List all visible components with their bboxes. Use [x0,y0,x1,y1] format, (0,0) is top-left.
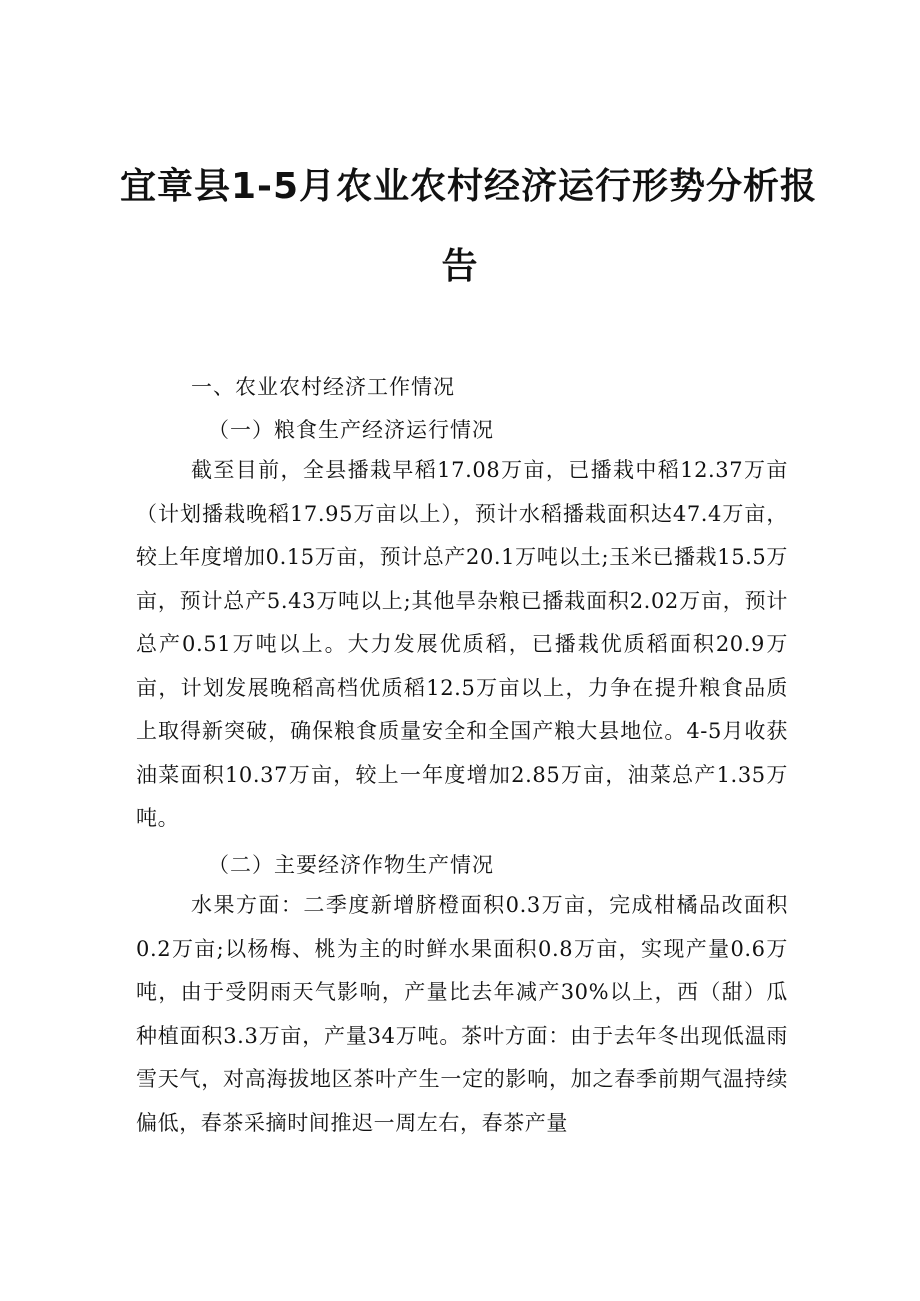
paragraph-cash-crops: 水果方面：二季度新增脐橙面积0.3万亩，完成柑橘品改面积0.2万亩;以杨梅、桃为主的时鲜水果面积0.8万亩，实现产量0.6万吨，由于受阴雨天气影响，产量比去年减产30%以上，西（甜）瓜种植面积3.3万亩，产量34万吨。茶叶方面：由于去年冬出现低温雨雪天气，对高海拔地区茶叶产生一定的影响，加之春季前期气温持续偏低，春茶采摘时间推迟一周左右，春茶产量 [136,893,788,1135]
document-title: 宜章县1-5月农业农村经济运行形势分析报 [120,166,818,207]
section-heading-1: 一、农业农村经济工作情况 [191,375,455,399]
subsection-heading-grain: （一）粮食生产经济运行情况 [208,418,494,442]
paragraph-grain-production: 截至目前，全县播栽早稻17.08万亩，已播栽中稻12.37万亩（计划播栽晚稻17.95万亩以上），预计水稻播栽面积达47.4万亩，较上年度增加0.15万亩，预计总产20.1万吨以土;玉米已播栽15.5万亩，预计总产5.43万吨以上;其他旱杂粮已播栽面积2.02万亩，预计总产0.51万吨以上。大力发展优质稻，已播栽优质稻面积20.9万亩，计划发展晚稻高档优质稻12.5万亩以上，力争在提升粮食品质上取得新突破，确保粮食质量安全和全国产粮大县地位。4-5月收获油菜面积10.37万亩，较上一年度增加2.85万亩，油菜总产1.35万吨。 [136,458,788,830]
subsection-heading-cash-crops: （二）主要经济作物生产情况 [208,853,494,877]
document-title-continuation: 告 [441,246,479,287]
